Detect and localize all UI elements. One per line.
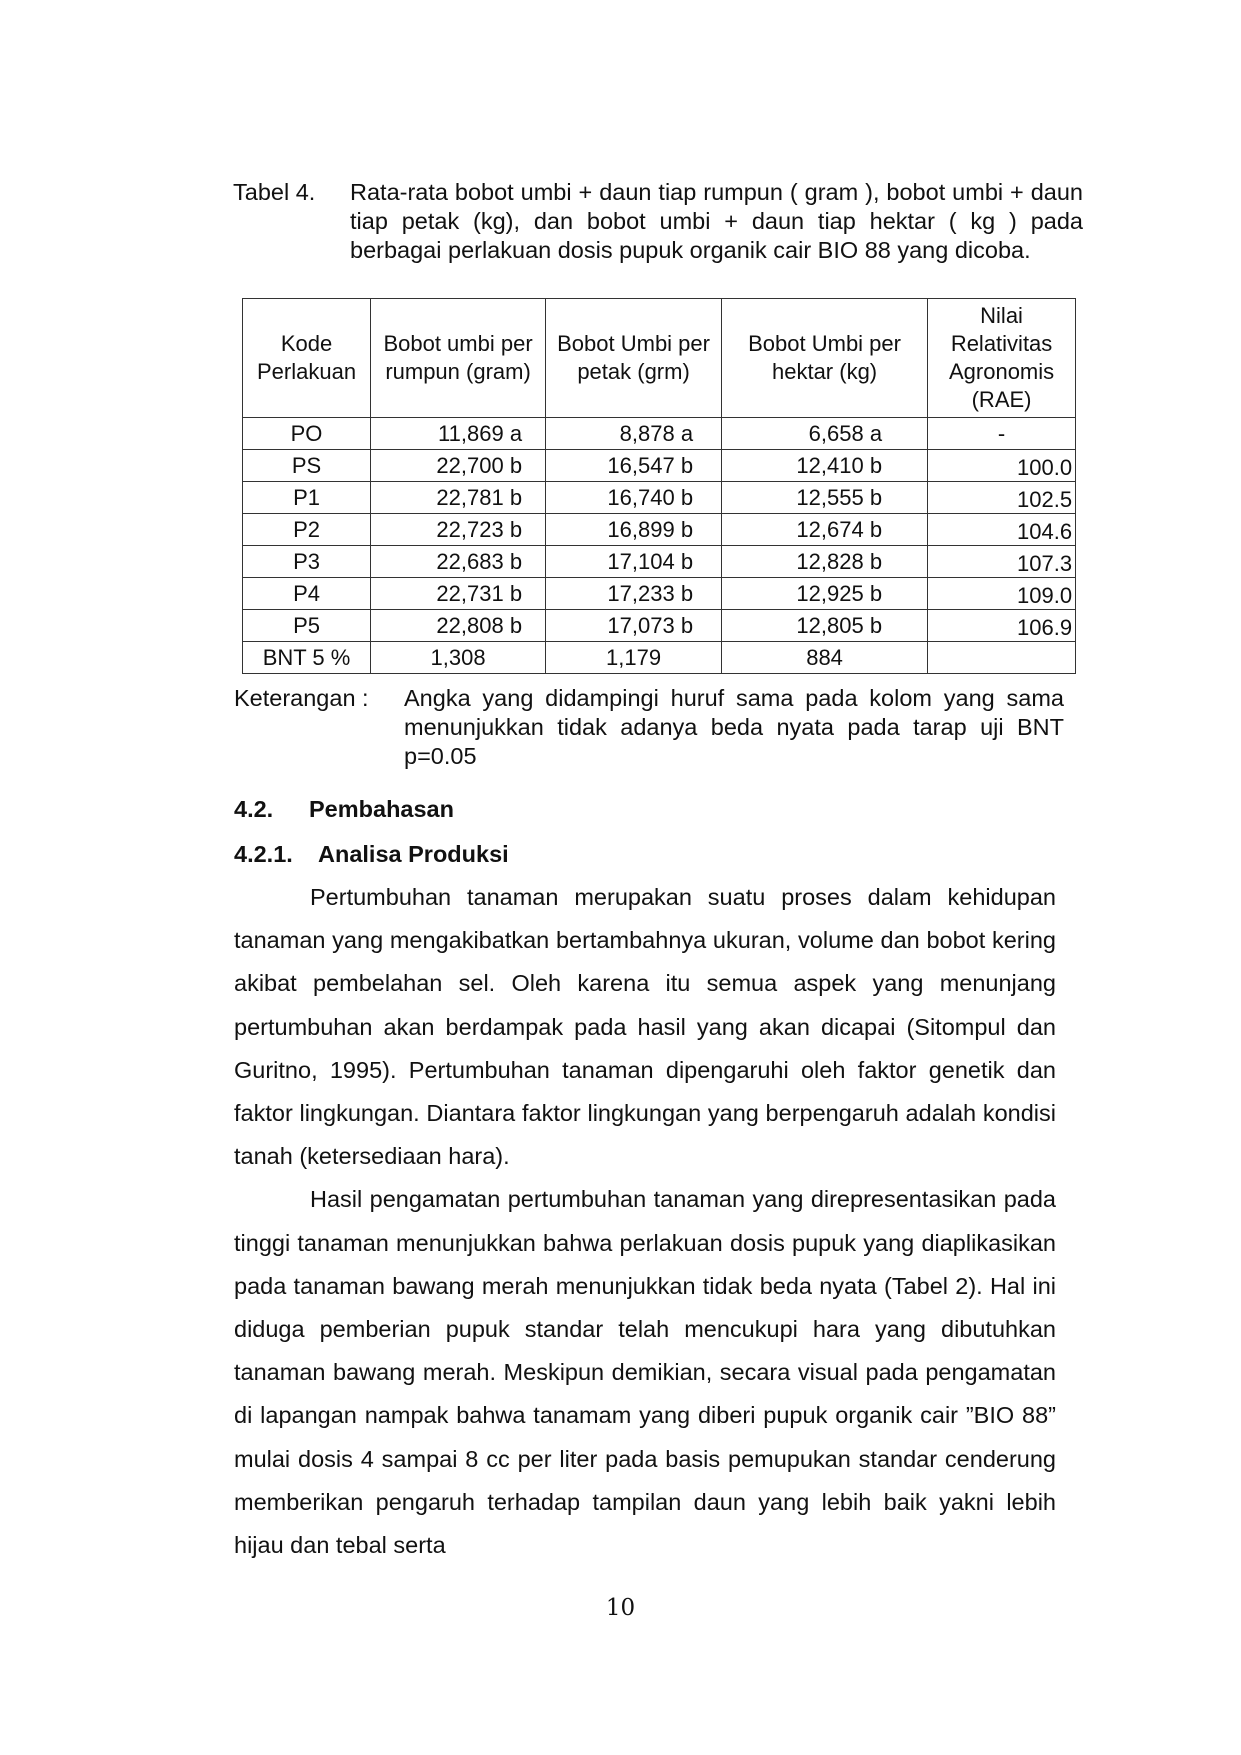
cell-petak: 16,740 b [546,482,722,514]
section-number: 4.2. [234,796,274,822]
cell-rumpun: 22,700 b [371,450,546,482]
cell-petak: 17,073 b [546,610,722,642]
results-table [242,298,1076,674]
cell-kode: P1 [243,482,371,514]
header-bobot-rumpun: Bobot umbi per rumpun (gram) [371,299,546,418]
cell-kode: PO [243,418,371,450]
cell-hektar: 12,828 b [722,546,928,578]
paragraph: Hasil pengamatan pertumbuhan tanaman yang direpresentasikan pada tinggi tanaman menunjukkan bahwa perlakuan dosis pupuk yang diaplikasikan pada tanaman bawang merah menunjukkan tidak beda nyata (Tabel 2). Hal ini diduga pemberian pupuk standar telah mencukupi hara yang dibutuhkan tanaman bawang merah. Meskipun demikian, secara visual pada pengamatan di lapangan nampak bahwa tanamam yang diberi pupuk organik cair ”BIO 88” mulai dosis 4 sampai 8 cc per liter pada basis pemupukan standar cenderung memberikan pengaruh terhadap tampilan daun yang lebih baik yakni lebih hijau dan tebal serta [234,1186,1056,1559]
table-row [243,610,1076,642]
cell-petak: 16,899 b [546,514,722,546]
table-note-text: Angka yang didampingi huruf sama pada kolom yang sama menunjukkan tidak adanya beda nyata pada tarap uji BNT p=0.05 [404,685,1064,769]
cell-rae: 104.6 [928,514,1076,546]
cell-hektar: 6,658 a [722,418,928,450]
cell-rae [928,642,1076,674]
header-kode: Kode Perlakuan [243,299,371,418]
cell-petak: 17,233 b [546,578,722,610]
section-heading [234,796,454,823]
cell-rae: 106.9 [928,610,1076,642]
section-title: Pembahasan [309,796,454,822]
cell-rumpun: 22,808 b [371,610,546,642]
page-number: 10 [605,1595,636,1621]
cell-hektar: 12,410 b [722,450,928,482]
cell-hektar: 12,555 b [722,482,928,514]
header-bobot-petak: Bobot Umbi per petak (grm) [546,299,722,418]
cell-petak: 8,878 a [546,418,722,450]
cell-rae: 102.5 [928,482,1076,514]
table-row [243,450,1076,482]
cell-rumpun: 22,731 b [371,578,546,610]
cell-hektar: 12,805 b [722,610,928,642]
cell-hektar: 12,925 b [722,578,928,610]
subsection-title: Analisa Produksi [318,841,509,867]
table-row [243,546,1076,578]
table-caption-text: Rata-rata bobot umbi + daun tiap rumpun ( gram ), bobot umbi + daun tiap petak (kg), dan bobot umbi + daun tiap hektar ( kg ) pada berbagai perlakuan dosis pupuk organik cair BIO 88 yang dicoba. [350,179,1083,263]
cell-petak: 1,179 [546,642,722,674]
cell-petak: 17,104 b [546,546,722,578]
table-row [243,418,1076,450]
subsection-heading [234,841,509,868]
table-row-bnt [243,642,1076,674]
table-row [243,514,1076,546]
cell-rae: 109.0 [928,578,1076,610]
table-row [243,578,1076,610]
cell-hektar: 12,674 b [722,514,928,546]
cell-petak: 16,547 b [546,450,722,482]
table-note-label: Keterangan : [234,685,369,711]
cell-kode: P5 [243,610,371,642]
header-rae: Nilai Relativitas Agronomis (RAE) [928,299,1076,418]
cell-rae: 107.3 [928,546,1076,578]
table-row [243,482,1076,514]
cell-hektar: 884 [722,642,928,674]
cell-rumpun: 22,683 b [371,546,546,578]
cell-rumpun: 1,308 [371,642,546,674]
body-text [234,876,1056,1567]
cell-kode: P3 [243,546,371,578]
paragraph: Pertumbuhan tanaman merupakan suatu proses dalam kehidupan tanaman yang mengakibatkan bertambahnya ukuran, volume dan bobot kering akibat pembelahan sel. Oleh karena itu semua aspek yang menunjang pertumbuhan akan berdampak pada hasil yang akan dicapai (Sitompul dan Guritno, 1995). Pertumbuhan tanaman dipengaruhi oleh faktor genetik dan faktor lingkungan. Diantara faktor lingkungan yang berpengaruh adalah kondisi tanah (ketersediaan hara). [234,884,1056,1170]
cell-kode: P2 [243,514,371,546]
table-caption-label: Tabel 4. [233,179,316,205]
cell-kode: BNT 5 % [243,642,371,674]
subsection-number: 4.2.1. [234,841,293,867]
cell-rumpun: 22,723 b [371,514,546,546]
table-note [234,684,1064,771]
table-caption [233,178,1083,265]
cell-kode: P4 [243,578,371,610]
cell-rumpun: 22,781 b [371,482,546,514]
cell-rumpun: 11,869 a [371,418,546,450]
cell-rae: - [928,418,1076,450]
cell-rae: 100.0 [928,450,1076,482]
header-bobot-hektar: Bobot Umbi per hektar (kg) [722,299,928,418]
cell-kode: PS [243,450,371,482]
